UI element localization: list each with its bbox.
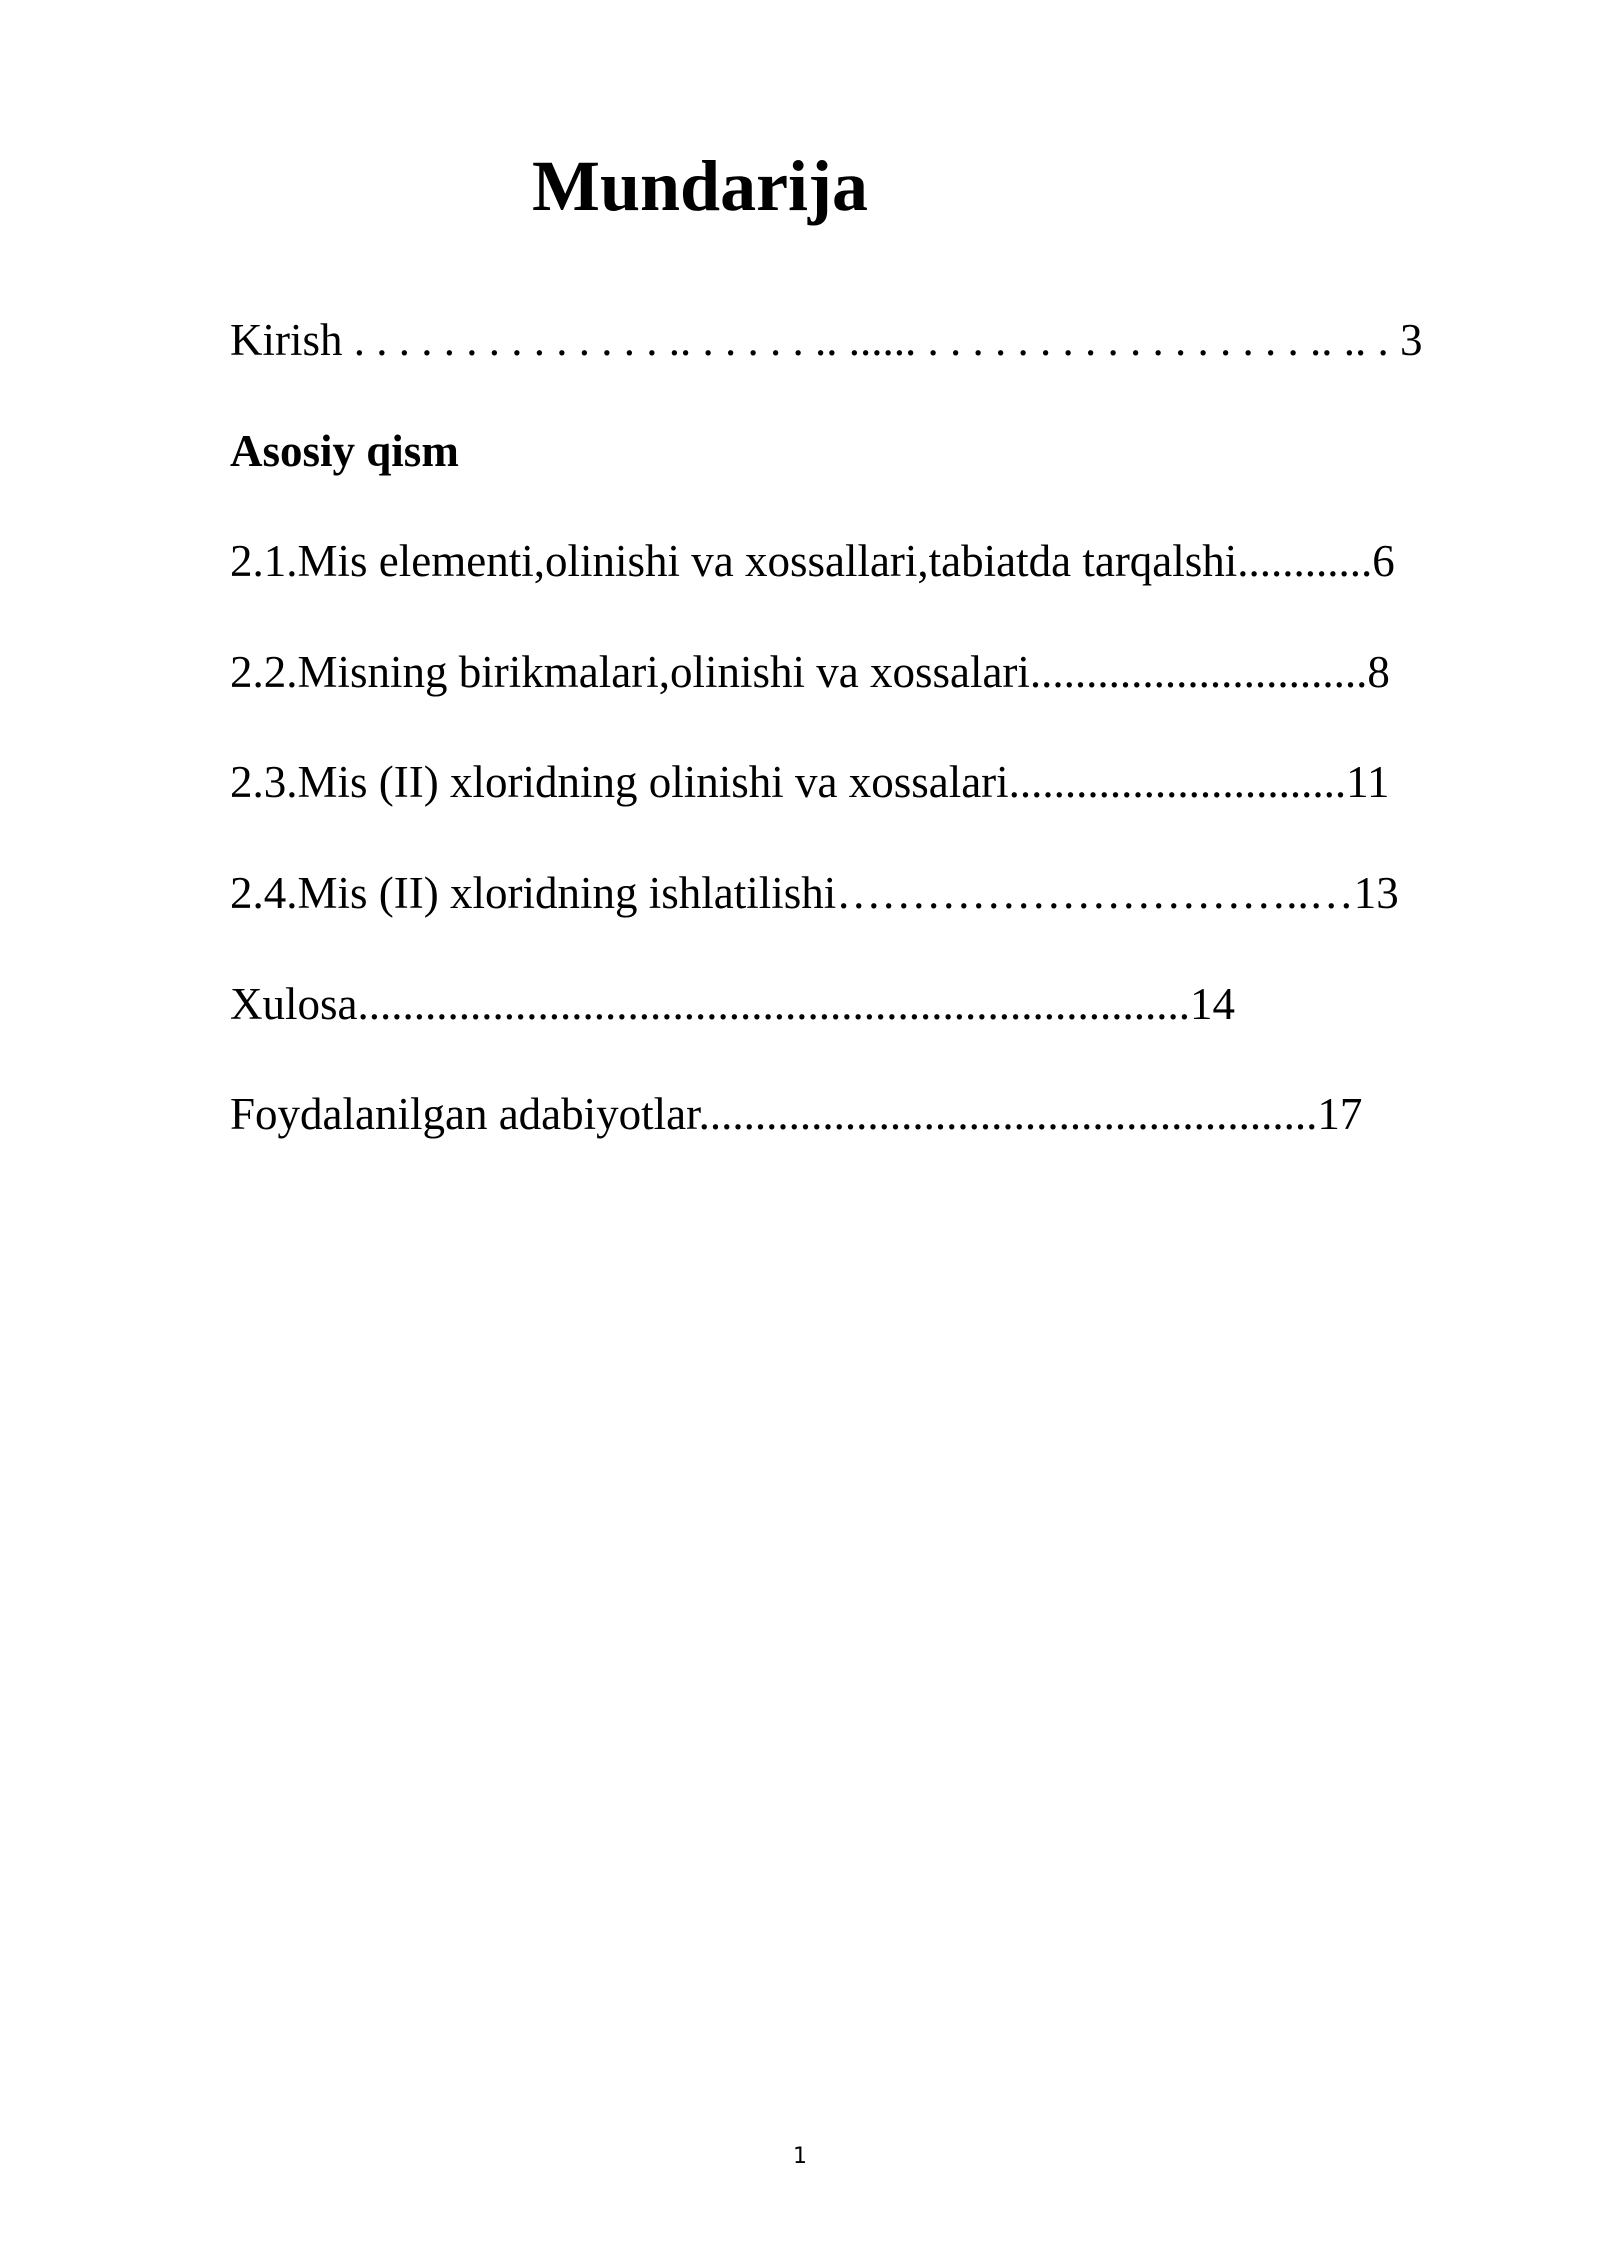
toc-entry-2-1: 2.1.Mis elementi,olinishi va xossallari,tabiatda tarqalshi............6 — [230, 536, 1395, 586]
toc-entry-2-2: 2.2.Misning birikmalari,olinishi va xossalari..............................8 — [230, 647, 1390, 697]
toc-entry-adabiyotlar: Foydalanilgan adabiyotlar.......................................................17 — [230, 1089, 1363, 1139]
toc-entry-xulosa: Xulosa..........................................................................14 — [230, 979, 1235, 1029]
toc-entry-2-4: 2.4.Mis (II) xloridning ishlatilishi…………………………..…13 — [230, 868, 1399, 918]
page-title: Mundarija — [532, 146, 869, 226]
toc-entry-2-3: 2.3.Mis (II) xloridning olinishi va xossalari..............................11 — [230, 757, 1390, 807]
page-number: 1 — [793, 2144, 807, 2169]
toc-entry-kirish: Kirish . . . . . . . . . . . . . . .. . . . . . .. ...... . . . . . . . . . . . . . . . . . .. .. . 3 — [230, 315, 1423, 365]
toc-section-heading: Asosiy qism — [230, 426, 459, 476]
